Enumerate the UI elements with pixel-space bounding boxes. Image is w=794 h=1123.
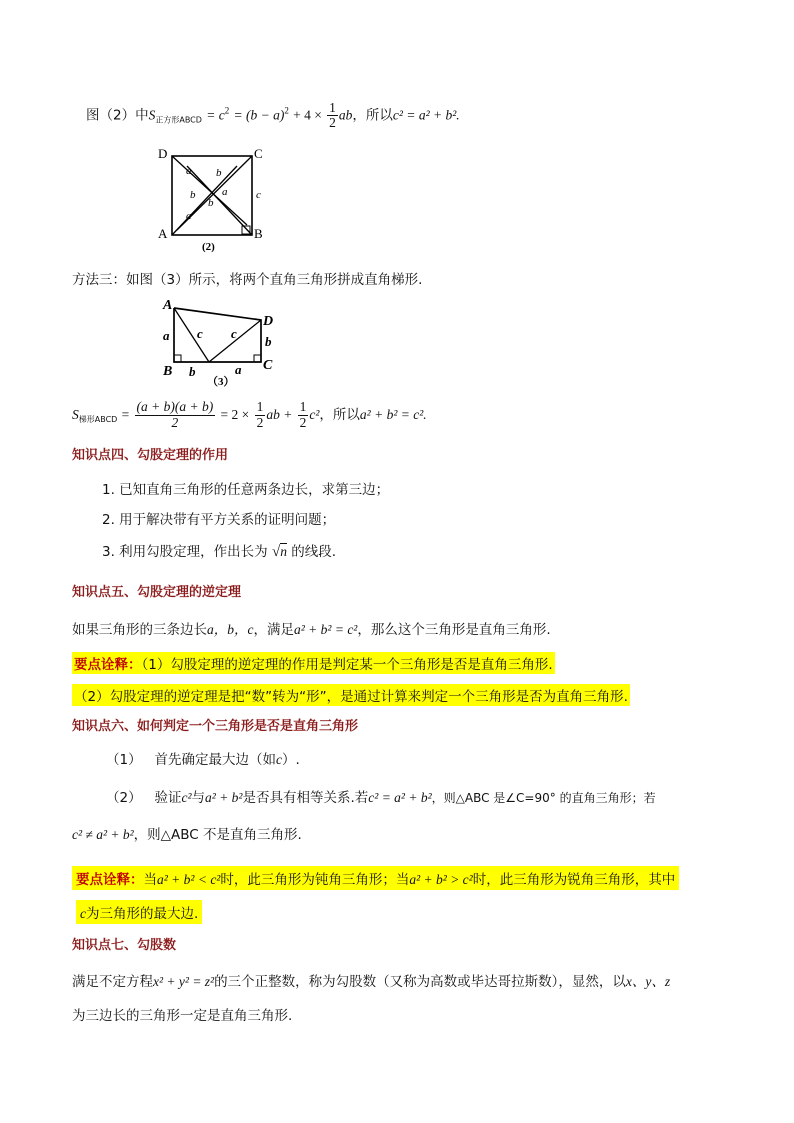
side-label: a [186,210,192,222]
section5-note-2: （2）勾股定理的逆定理是把“数”转为“形”，是通过计算来判定一个三角形是否为直角三角形. [72,684,630,706]
eq-part: = (b − a) [233,107,285,123]
section6-heading: 知识点六、如何判定一个三角形是否是直角三角形 [72,719,359,734]
s-sub: 梯形ABCD [78,415,118,424]
s-sub: 正方形ABCD [155,115,202,125]
eq-part: ab + [266,407,293,422]
sqrt-n: n [280,544,287,559]
section5-note-1: 要点诠释：（1）勾股定理的逆定理的作用是判定某一个三角形是否是直角三角形. [72,652,555,674]
final-equation: a² + b² = c². [359,407,427,422]
eq-part: ab [338,107,353,123]
side-label: b [265,334,272,349]
side-label: c [197,326,203,341]
vertex-a: A [163,298,173,313]
figure-3-trapezoid [155,292,285,392]
side-label: a [235,362,242,377]
vertex-b: B [163,364,173,379]
vertex-d: D [158,146,168,161]
section4-heading: 知识点四、勾股定理的作用 [72,448,229,463]
conclusion-text: ，所以 [352,107,393,124]
figure-caption: (2) [202,241,215,253]
side-label: c [256,189,261,201]
half-fraction: $\frac{1}{2}$ [299,399,307,430]
figure-2-square [150,140,280,255]
section5-heading: 知识点五、勾股定理的逆定理 [72,585,242,600]
eq-part: = c [206,107,225,123]
vertex-c: C [263,358,273,373]
half-fraction: $\frac{1}{2}$ [256,399,264,430]
proof2-prefix: 图（2）中 [86,107,149,124]
eq-part: + 4 × [293,107,322,123]
method3-intro: 方法三：如图（3）所示，将两个直角三角形拼成直角梯形. [72,272,423,288]
eq-part: = 2 × [220,407,250,422]
conclusion-text: ，所以 [319,407,360,423]
section4-item-2: 2. 用于解决带有平方关系的证明问题； [102,512,336,528]
method3-equation: $S_{梯形ABCD}$ = $\frac{(a + b)(a + b)}{2}$ = 2 × $\frac{1}{2}$ ab + $\frac{1}{2}$ c²，所以a² + b² = c². [72,399,427,430]
figure-caption: （3） [207,376,235,388]
section6-step-2-cont: c² ≠ a² + b²，则△ABC 不是直角三角形. [72,827,302,843]
section6-step-2: （2） 验证c²与a² + b²是否具有相等关系.若c² = a² + b²，则△ABC 是∠C=90° 的直角三角形；若 [106,790,656,806]
section6-note-cont: c为三角形的最大边. [76,900,202,924]
vertex-d: D [263,314,274,329]
side-label: b [208,197,214,209]
section7-paragraph: 满足不定方程x² + y² = z²的三个正整数，称为勾股数（又称为高数或毕达哥拉斯数），显然，以x、y、z [72,974,671,990]
section6-step-1: （1） 首先确定最大边（如c）. [106,752,300,768]
section7-heading: 知识点七、勾股数 [72,938,177,953]
side-label: b [216,167,222,179]
trap-fraction: $\frac{(a + b)(a + b)}{2}$ [136,399,214,430]
side-label: c [231,326,237,341]
final-equation: c² = a² + b². [392,107,460,123]
side-label: a [186,165,192,177]
side-label: b [189,364,196,379]
section6-note: 要点诠释：当a² + b² < c²时，此三角形为钝角三角形；当a² + b² > c²时，此三角形为锐角三角形，其中 [72,866,679,890]
eq-part: c² [309,407,320,422]
side-label: b [190,189,196,201]
proof2-line: 图（2）中$S_{正方形ABCD} = c^2 = (b - a)^2 + 4$ × $\frac{1}{2}$ ab，所以c² = a² + b². [86,100,460,131]
section4-item-3: 3. 利用勾股定理，作出长为 √n 的线段. [102,544,337,560]
side-label: a [222,186,228,198]
note-label: 要点诠释： [76,872,144,888]
section7-paragraph-cont: 为三边长的三角形一定是直角三角形. [72,1008,293,1024]
half-fraction: $\frac{1}{2}$ [329,100,336,131]
s-label: S [72,407,79,422]
vertex-b: B [254,226,263,241]
section5-paragraph: 如果三角形的三条边长a，b，c，满足a² + b² = c²，那么这个三角形是直角三角形. [72,622,551,638]
note-label: 要点诠释： [74,657,142,673]
section4-item-1: 1. 已知直角三角形的任意两条边长，求第三边； [102,482,390,498]
vertex-c: C [254,146,263,161]
side-label: a [163,328,170,343]
vertex-a: A [158,226,168,241]
s-label: S [148,107,156,123]
